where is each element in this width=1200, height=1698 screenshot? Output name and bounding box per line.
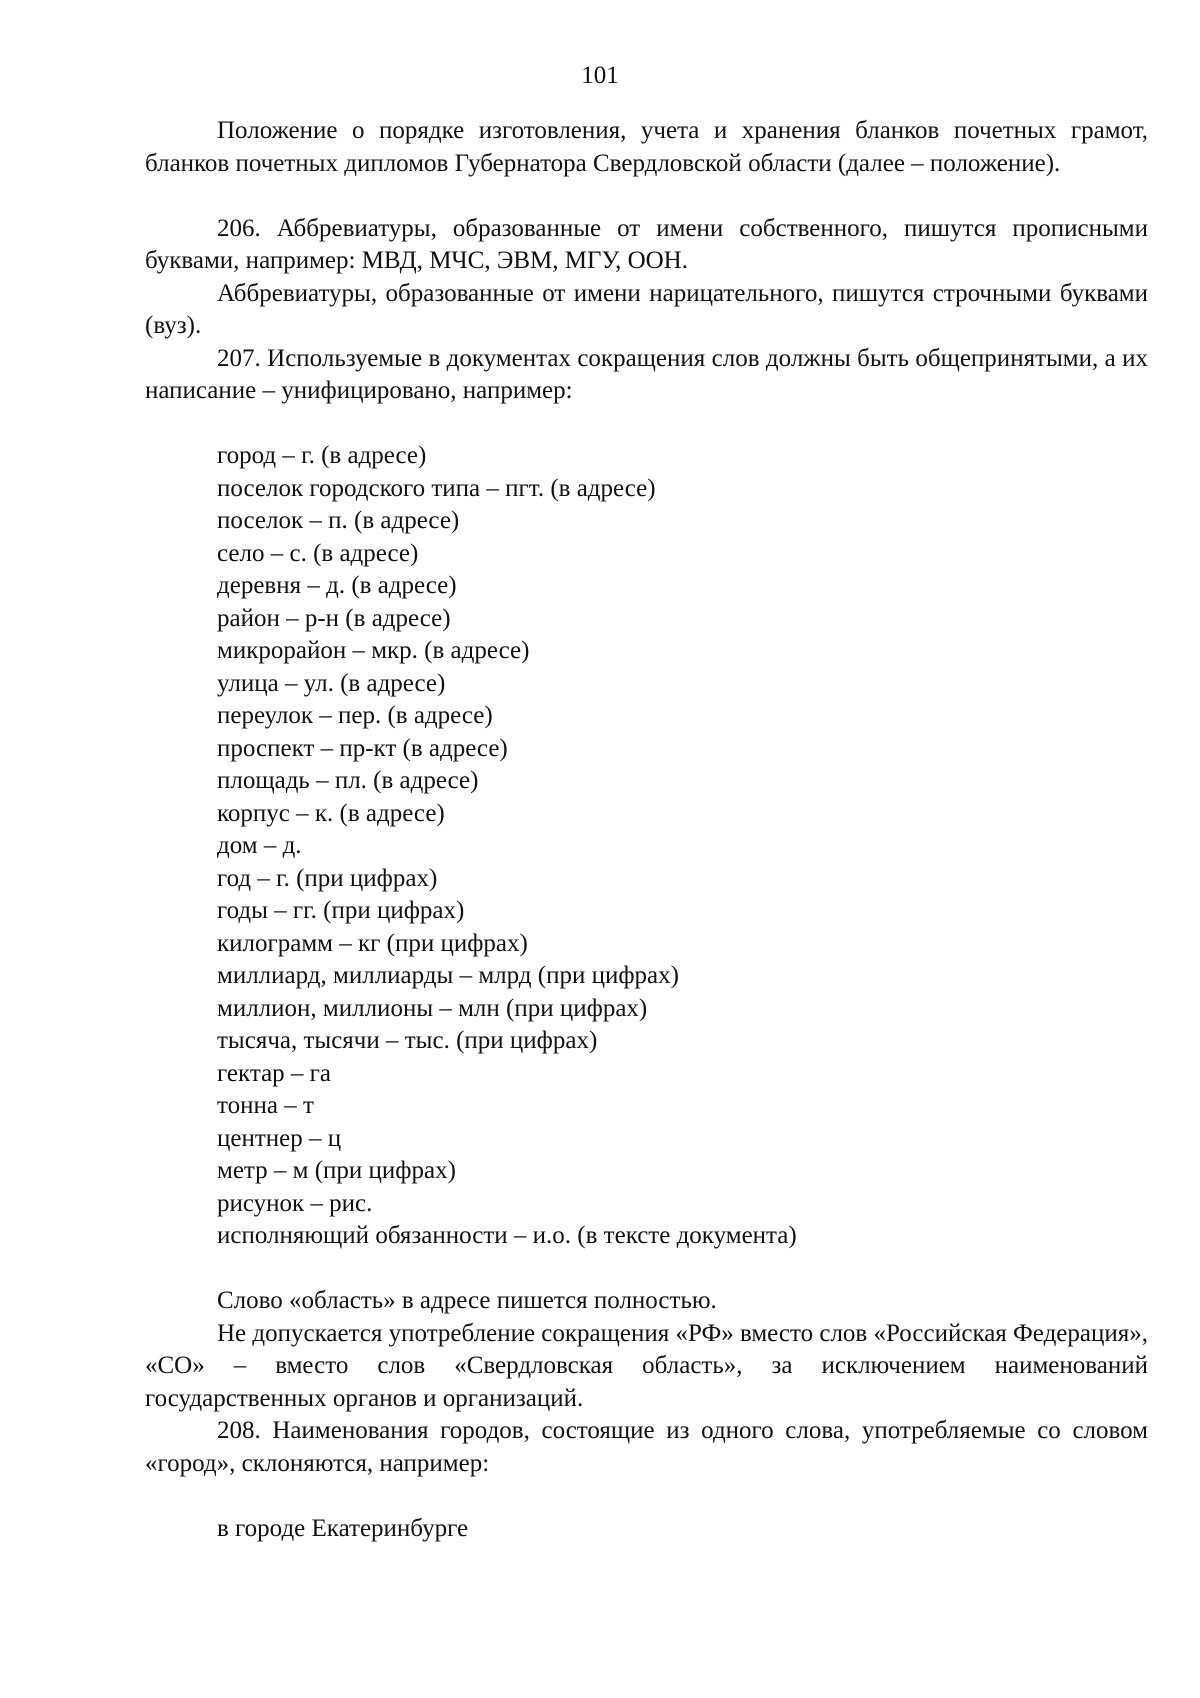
abbreviation-item: миллиард, миллиарды – млрд (при цифрах): [217, 962, 679, 989]
abbreviation-item: село – с. (в адресе): [217, 539, 419, 567]
paragraph-gap: [145, 1253, 1148, 1286]
document-body: [145, 115, 1148, 1545]
abbreviation-item: площадь – пл. (в адресе): [217, 767, 479, 794]
abbreviation-item: корпус – к. (в адресе): [217, 799, 445, 827]
oblast-paragraph: Слово «область» в адресе пишется полностью.: [217, 1287, 717, 1314]
abbreviation-item: микрорайон – мкр. (в адресе): [217, 637, 530, 664]
abbreviation-item: центнер – ц: [217, 1124, 342, 1152]
abbreviation-item: исполняющий обязанности – и.о. (в тексте документа): [217, 1222, 797, 1249]
abbreviation-item: гектар – га: [217, 1059, 332, 1087]
paragraph-gap: [145, 408, 1148, 441]
abbreviation-item: год – г. (при цифрах): [217, 864, 438, 892]
section-208-paragraph: 208. Наименования городов, состоящие из одного слова, употребляемые со словом «город», склоняются, например:: [145, 1417, 1148, 1477]
abbreviation-item: поселок – п. (в адресе): [217, 507, 460, 534]
intro-paragraph: Положение о порядке изготовления, учета и хранения бланков почетных грамот, бланков почетных дипломов Губернатора Свердловской области (далее – положение).: [145, 117, 1148, 177]
abbreviation-item: проспект – пр-кт (в адресе): [217, 734, 508, 762]
paragraph-gap: [145, 1480, 1148, 1513]
page-number: 101: [581, 62, 619, 89]
section-207-paragraph: 207. Используемые в документах сокращения слов должны быть общепринятыми, а их написание – унифицировано, например:: [145, 344, 1148, 404]
abbreviation-item: тысяча, тысячи – тыс. (при цифрах): [217, 1027, 598, 1054]
abbreviation-item: рисунок – рис.: [217, 1189, 373, 1217]
abbreviation-item: район – р-н (в адресе): [217, 604, 451, 632]
abbreviation-item: город – г. (в адресе): [217, 442, 427, 469]
abbreviation-item: деревня – д. (в адресе): [217, 572, 457, 599]
section-206-paragraph: 206. Аббревиатуры, образованные от имени собственного, пишутся прописными буквами, например: МВД, МЧС, ЭВМ, МГУ, ООН.: [145, 214, 1148, 274]
section-206-lowercase-paragraph: Аббревиатуры, образованные от имени нарицательного, пишутся строчными буквами (вуз).: [145, 279, 1148, 339]
abbreviation-item: метр – м (при цифрах): [217, 1157, 456, 1184]
city-example: в городе Екатеринбурге: [217, 1514, 469, 1542]
abbreviation-item: поселок городского типа – пгт. (в адресе): [217, 474, 656, 502]
abbreviation-item: тонна – т: [217, 1092, 314, 1119]
abbreviation-item: улица – ул. (в адресе): [217, 669, 446, 697]
abbreviation-item: дом – д.: [217, 832, 302, 859]
abbreviation-list: [145, 440, 1148, 1253]
abbreviation-item: миллион, миллионы – млн (при цифрах): [217, 994, 648, 1022]
abbreviation-item: переулок – пер. (в адресе): [217, 702, 493, 729]
rf-paragraph: Не допускается употребление сокращения «РФ» вместо слов «Российская Федерация», «СО» – вместо слов «Свердловская область», за исключением наименований государственных органов и организаций.: [145, 1319, 1148, 1412]
paragraph-gap: [145, 180, 1148, 213]
abbreviation-item: годы – гг. (при цифрах): [217, 897, 465, 924]
abbreviation-item: килограмм – кг (при цифрах): [217, 929, 528, 957]
